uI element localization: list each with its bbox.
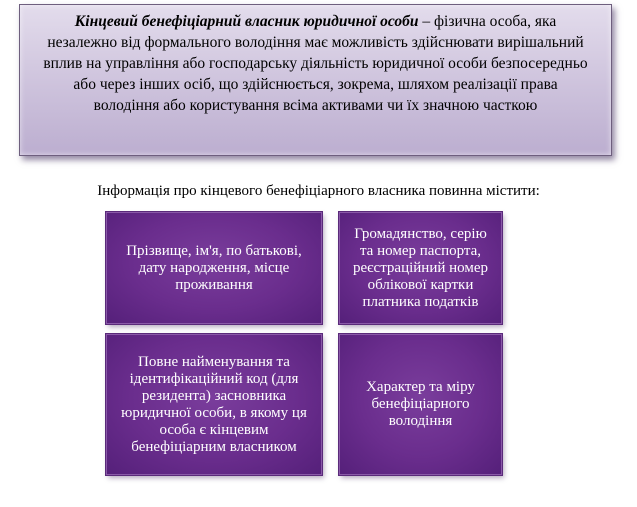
info-box-ownership-nature xyxy=(339,334,502,475)
info-box-label: Громадянство, серію та номер паспорта, реєстраційний номер облікової картки платника податків xyxy=(352,225,489,310)
definition-term: Кінцевий бенефіціарний власник юридичної особи xyxy=(74,13,419,30)
definition-box xyxy=(19,4,612,156)
info-box-citizenship-passport xyxy=(339,212,502,324)
info-box-label: Повне найменування та ідентифікаційний код (для резидента) засновника юридичної особи, в якому ця особа є кінцевим бенефіціарним власником xyxy=(121,353,307,455)
definition-separator: – xyxy=(418,13,434,30)
info-box-founder-name-code xyxy=(106,334,322,475)
info-box-name-birth-residence xyxy=(106,212,322,324)
info-box-label: Характер та міру бенефіціарного володіння xyxy=(366,379,475,429)
info-box-label: Прізвище, ім'я, по батькові, дату народження, місце проживання xyxy=(126,242,302,293)
definition-text: фізична особа, яка незалежно від формального володіння має можливість здійснювати вирішальний вплив на управління або господарську діяльність юридичної особи безпосередньо або через інших осіб, що здійснюється, зокрема, шляхом реалізації права володіння або користування всіма активами чи їх значною часткою xyxy=(43,13,588,114)
info-subtitle: Інформація про кінцевого бенефіціарного власника повинна містити: xyxy=(97,183,540,199)
